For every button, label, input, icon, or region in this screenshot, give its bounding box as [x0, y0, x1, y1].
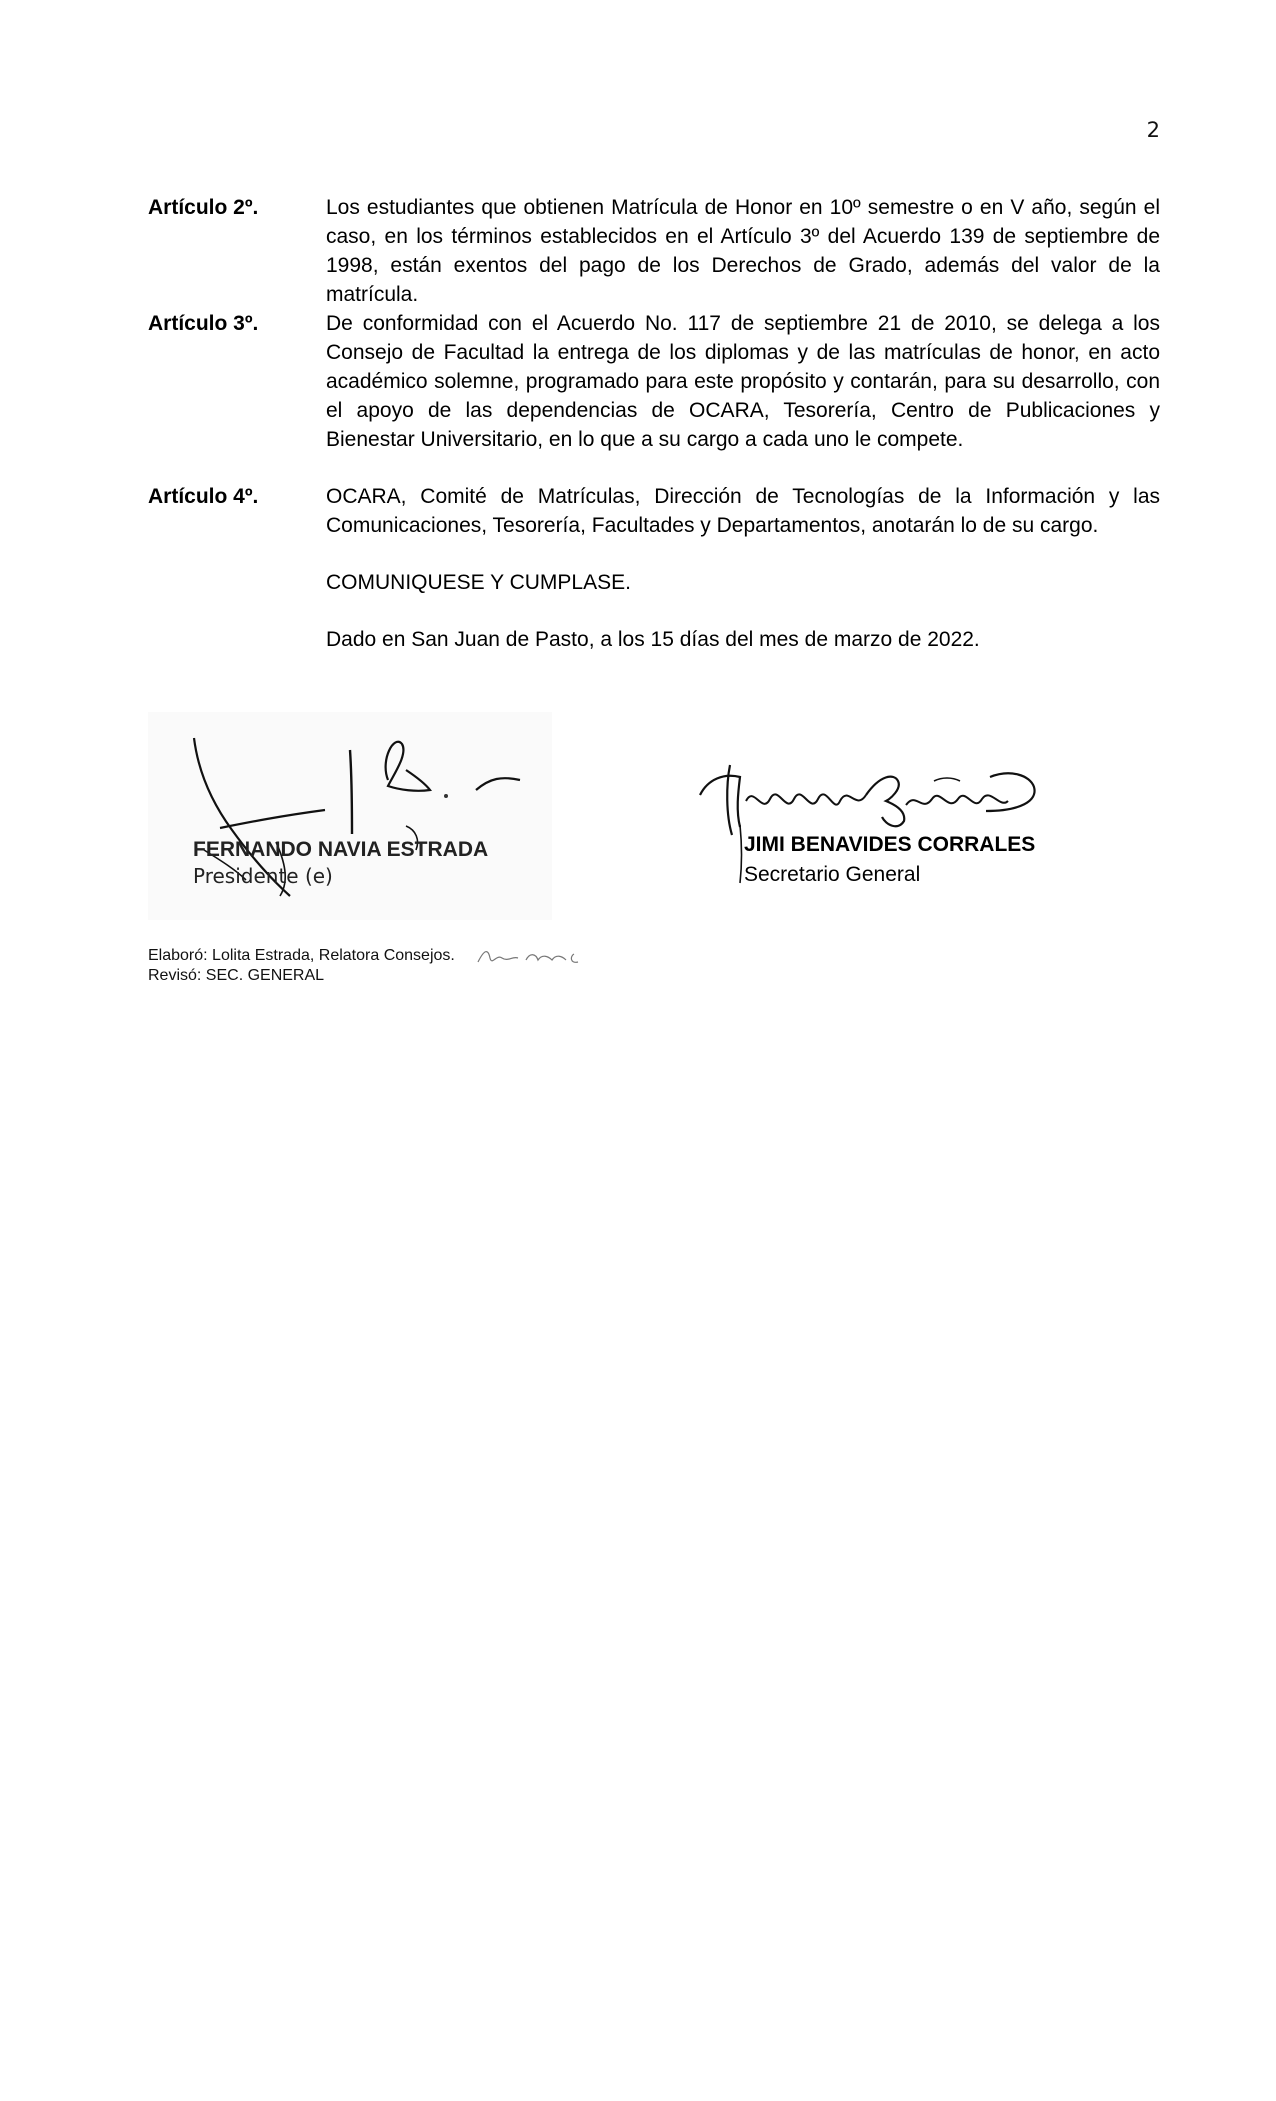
article-label: Artículo 3º. — [148, 312, 259, 335]
article-text: De conformidad con el Acuerdo No. 117 de septiembre 21 de 2010, se delega a los Consejo de Facultad la entrega de los diplomas y de las matrículas de honor, en acto académico solemne, programado para este propósito y contarán, para su desarrollo, con el apoyo de las dependencias de OCARA, Tesorería, Centro de Publicaciones y Bienestar Universitario, en lo que a su cargo a cada uno le compete. — [326, 312, 1160, 451]
initials-signature — [474, 944, 594, 970]
president-role: Presidente (e) — [193, 864, 333, 888]
article-label: Artículo 2º. — [148, 196, 259, 219]
article-4 — [148, 482, 1160, 542]
president-name: FERNANDO NAVIA ESTRADA — [193, 838, 489, 861]
article-label: Artículo 4º. — [148, 485, 259, 508]
footer-elaboro: Elaboró: Lolita Estrada, Relatora Consejos. — [148, 947, 455, 964]
secretary-name: JIMI BENAVIDES CORRALES — [744, 833, 1036, 856]
secretary-role: Secretario General — [744, 863, 921, 886]
article-text: Los estudiantes que obtienen Matrícula de Honor en 10º semestre o en V año, según el caso, en los términos establecidos en el Artículo 3º del Acuerdo 139 de septiembre de 1998, están exentos del pago de los Derechos de Grado, además del valor de la matrícula. — [326, 196, 1160, 306]
article-text: OCARA, Comité de Matrículas, Dirección de Tecnologías de la Información y las Comunicaciones, Tesorería, Facultades y Departamentos, anotarán lo de su cargo. — [326, 485, 1160, 537]
footer-reviso: Revisó: SEC. GENERAL — [148, 967, 325, 984]
page-number: 2 — [1146, 118, 1160, 142]
comuniquese-text: COMUNIQUESE Y CUMPLASE. — [326, 571, 631, 594]
dado-en-text: Dado en San Juan de Pasto, a los 15 días del mes de marzo de 2022. — [326, 628, 980, 651]
article-3 — [148, 309, 1160, 459]
article-2 — [148, 193, 1160, 306]
